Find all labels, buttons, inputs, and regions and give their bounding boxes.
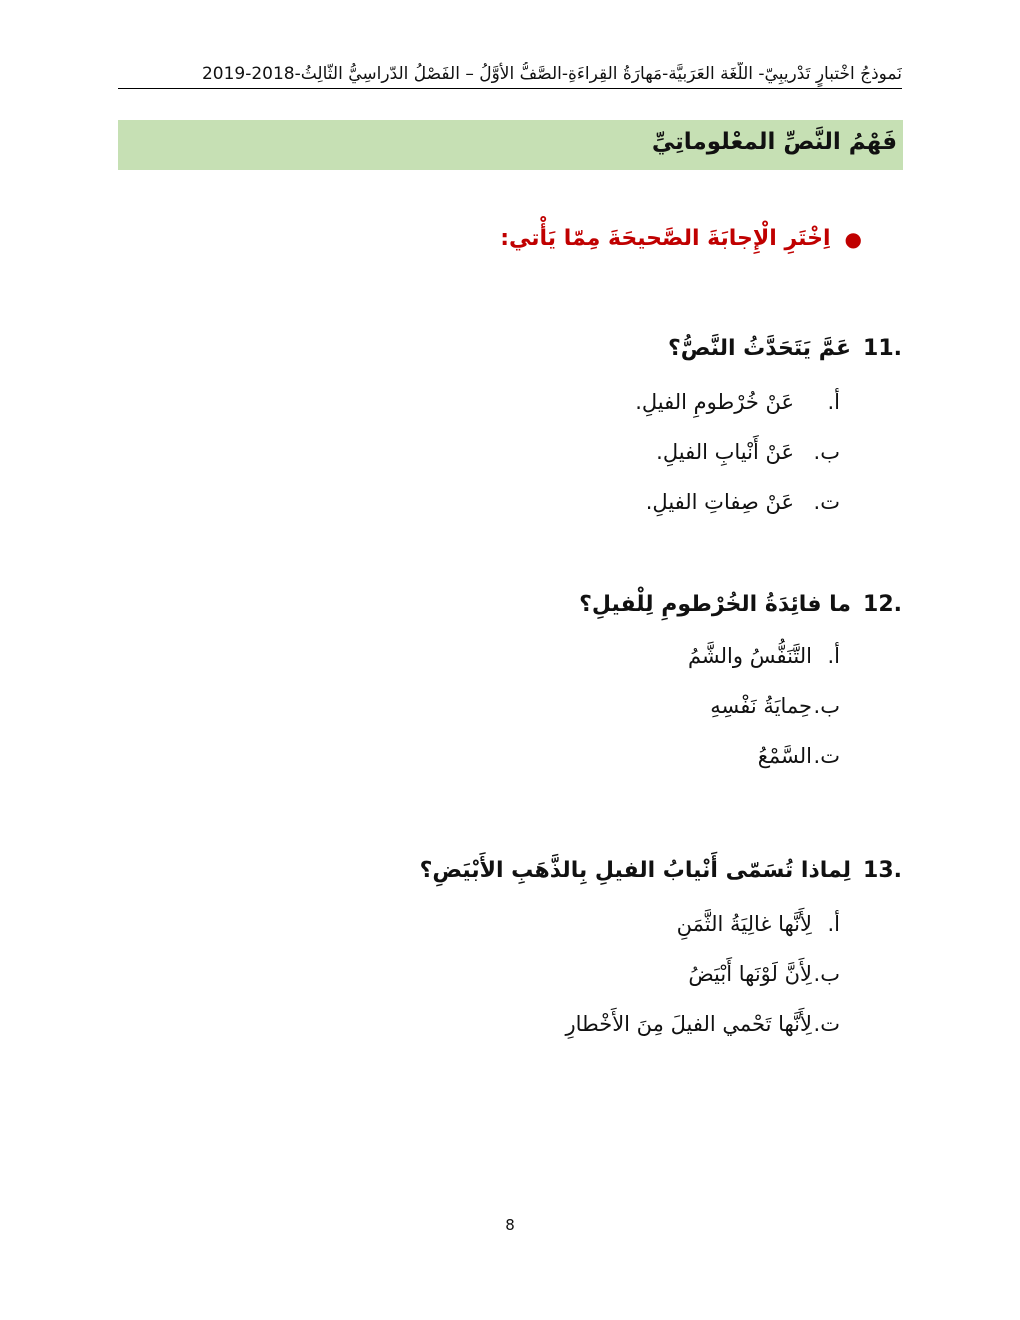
question-number: 12.: [863, 592, 902, 617]
question-text: لِماذا تُسَمّى أَنْيابُ الفيلِ بِالذَّهَبِ الأَبْيَضِ؟: [419, 858, 852, 883]
option-text: حِمايَةُ نَفْسِهِ: [710, 694, 812, 718]
option-letter: ت.: [813, 744, 840, 768]
question-13-options: [565, 912, 840, 1062]
option-text: السَّمْعُ: [757, 744, 812, 768]
option-text: لِأَنَّها غالِيَةُ الثَّمَنِ: [676, 912, 812, 936]
question-text: ما فائِدَةُ الخُرْطومِ لِلْفيلِ؟: [579, 592, 852, 617]
option-a[interactable]: [635, 390, 840, 440]
question-number: 11.: [863, 336, 902, 361]
option-a[interactable]: [688, 644, 840, 694]
section-title: فَهْمُ النَّصِّ المعْلوماتِيِّ: [651, 129, 897, 155]
option-letter: أ.: [827, 644, 840, 668]
option-c[interactable]: [688, 744, 840, 794]
option-b[interactable]: [688, 694, 840, 744]
instruction-text: اِخْتَرِ الْإِجابَةَ الصَّحيحَةَ مِمّا يَأْتي:: [500, 226, 831, 251]
option-letter: ت.: [813, 1012, 840, 1036]
option-letter: ب.: [813, 962, 840, 986]
question-11: [668, 336, 902, 361]
option-text: عَنْ صِفاتِ الفيلِ.: [645, 490, 794, 514]
question-11-options: [635, 390, 840, 540]
section-banner: [118, 120, 903, 170]
question-number: 13.: [863, 858, 902, 883]
question-12-options: [688, 644, 840, 794]
option-letter: ب.: [813, 440, 840, 464]
instruction: [500, 226, 862, 251]
option-letter: ت.: [813, 490, 840, 514]
option-letter: أ.: [827, 912, 840, 936]
question-text: عَمَّ يَتَحَدَّثُ النَّصُّ؟: [667, 336, 852, 361]
option-text: عَنْ أَنْيابِ الفيلِ.: [656, 440, 794, 464]
option-c[interactable]: [565, 1012, 840, 1062]
option-b[interactable]: [565, 962, 840, 1012]
option-letter: أ.: [827, 390, 840, 414]
option-text: لِأَنَّ لَوْنَها أَبْيَضُ: [688, 962, 812, 986]
option-c[interactable]: [635, 490, 840, 540]
option-text: التَّنَفُّسُ والشَّمُ: [687, 644, 812, 668]
page-header: نَموذجُ اخْتبارٍ تَدْريبِيّ- اللُّغَة العَرَبيَّة-مَهارَةُ القِراءَةِ-الصَّفُّ الأَوَّلُ – الفَصْلُ الدّراسِيُّ الثّالِثُ-2018-2019: [118, 62, 902, 89]
option-letter: ب.: [813, 694, 840, 718]
option-text: لِأَنَّها تَحْمي الفيلَ مِنَ الأَخْطارِ: [565, 1012, 812, 1036]
bullet-icon: ●: [844, 226, 862, 251]
question-13: [420, 858, 902, 883]
option-b[interactable]: [635, 440, 840, 490]
option-text: عَنْ خُرْطومِ الفيلِ.: [635, 390, 794, 414]
question-12: [579, 592, 902, 617]
option-a[interactable]: [565, 912, 840, 962]
page-number: 8: [505, 1216, 515, 1234]
